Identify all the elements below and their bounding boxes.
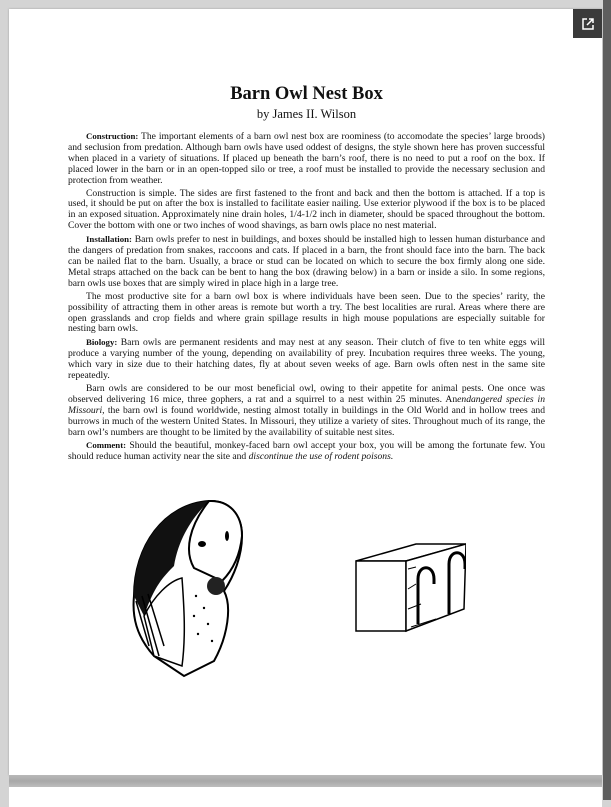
paragraph-biology-2 xyxy=(68,384,545,439)
paragraph-text: The most productive site for a barn owl box is where individuals have been seen. Due to the species’ rarity, the possibility of attracting them in other areas is remote but worth a try. The best localities are rural. Areas where there are open grasslands and crop fields and where grain spillage results in high mouse populations are especially suitable for nesting barn owls. xyxy=(68,290,545,335)
open-in-new-window-icon xyxy=(581,17,595,31)
page-separator xyxy=(9,775,602,787)
nest-box-illustration xyxy=(346,539,466,639)
next-page xyxy=(9,787,602,807)
paragraph-comment xyxy=(68,440,545,463)
section-lead: Installation: xyxy=(86,234,132,245)
popout-button[interactable] xyxy=(573,9,602,38)
paragraph-construction-2 xyxy=(68,189,545,233)
paragraph-biology xyxy=(68,337,545,382)
paragraph-text: Barn owls are permanent residents and may nest at any season. Their clutch of five to ten white eggs will produce a varying number of the young, depending on availability of prey. Incubation requires three weeks. The young, which vary in size due to their hatching dates, fly at about seven weeks of age. Barn owls often nest in the same site repeatedly. xyxy=(68,337,545,382)
emphasis-text: discontinue the use of rodent poisons. xyxy=(248,451,394,463)
paragraph-text: Barn owls are considered to be our most beneficial owl, owing to their appetite for animal pests. One once was observed delivering 16 mice, three gophers, a rat and a squirrel to a nest within 25 minutes. An xyxy=(68,382,545,405)
section-lead: Biology: xyxy=(86,337,118,348)
paragraph-installation xyxy=(68,234,545,290)
paragraph-text: the barn owl is found worldwide, nesting almost totally in buildings in the Old World and in hollow trees and burrows in much of the western United States. In Missouri, they utilize a variety of sites. Throughout much of its range, the barn owl’s numbers are thought to be limited by the availability of suitable nest sites. xyxy=(68,404,545,438)
paragraph-installation-2 xyxy=(68,292,545,336)
paragraph-text: Barn owls prefer to nest in buildings, and boxes should be installed high to lessen human disturbance and the dangers of predation from snakes, raccoons and cats. If placed in a barn, the front should face into the barn. The back can be nailed flat to the barn. Usually, a brace or stud can be located on which to secure the box firmly along one side. Metal straps attached on the back can be bent to hang the box (drawing below) in a barn or inside a silo. In some regions, barn owls use boxes that are simply wired in place high in a large tree. xyxy=(68,234,545,289)
barn-owl-illustration xyxy=(124,496,244,686)
document-title: Barn Owl Nest Box xyxy=(230,84,383,104)
emphasis-text: endangered species in Missouri, xyxy=(68,393,546,416)
section-lead: Comment: xyxy=(86,440,127,451)
scrollbar[interactable] xyxy=(603,0,611,800)
paragraph-text: Construction is simple. The sides are first fastened to the front and back and then the bottom is attached. If a top is used, it should be put on after the box is installed to facilitate easier nailing. Use exterior plywood if the box is to be placed in an exposed situation. Approximately nine drain holes, 1/4-1/2 inch in diameter, should be spaced throughout the bottom. Cover the bottom with one or two inches of wood shavings, as barn owls place no nest material. xyxy=(68,187,545,232)
paragraph-construction xyxy=(68,131,545,187)
document-content xyxy=(68,83,545,465)
document-byline: by James II. Wilson xyxy=(256,107,357,121)
paragraph-text: Should the beautiful, monkey-faced barn owl accept your box, you will be among the fortunate few. You should reduce human activity near the site and xyxy=(68,440,545,463)
paragraph-text: The important elements of a barn owl nest box are roominess (to accomodate the species’ large broods) and seclusion from predation. Although barn owls have used oddest of designs, the style shown here has proven successful when placed in a variety of situations. If placed up beneath the barn’s roof, there is no need to put a roof on the box. If placed lower in the barn or in an open-topped silo or tree, a roof must be installed to provide the necessary seclusion and protection from weather. xyxy=(68,131,545,186)
section-lead: Construction: xyxy=(86,131,139,141)
